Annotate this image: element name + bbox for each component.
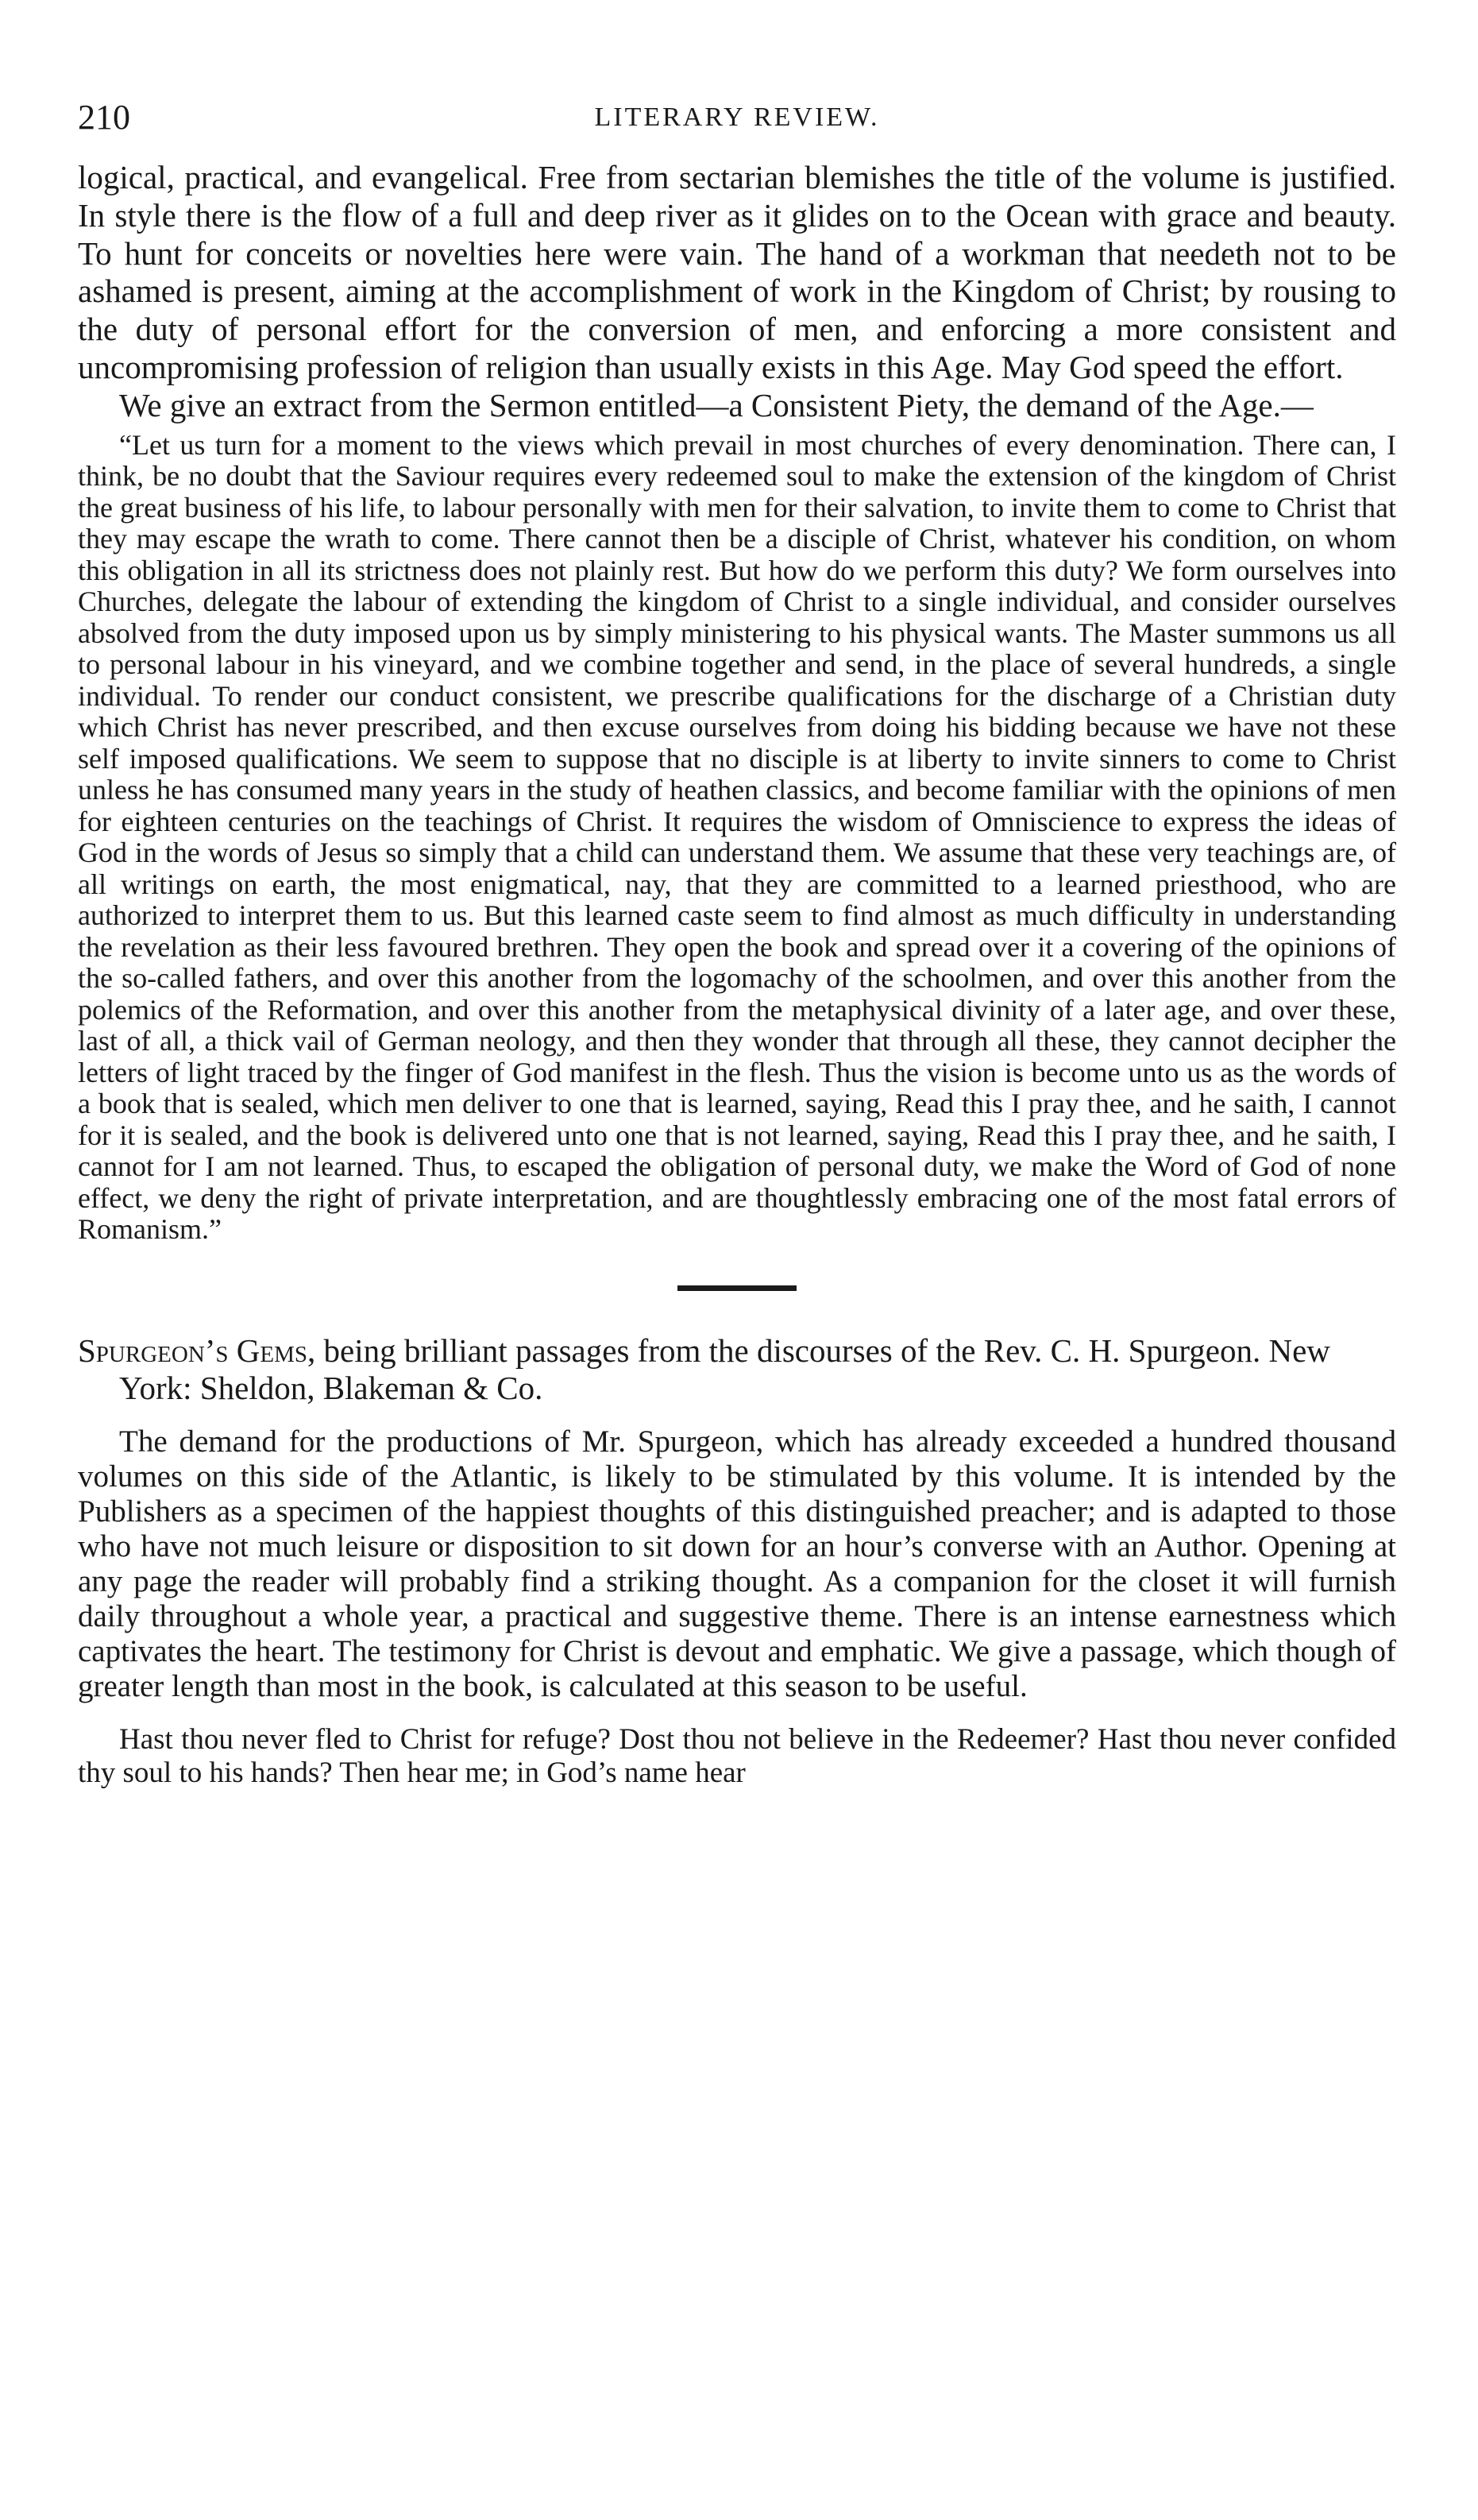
- review-title: [78, 1332, 1396, 1407]
- section-divider-rule: [677, 1285, 797, 1291]
- review-paragraph: The demand for the productions of Mr. Spurgeon, which has already exceeded a hundred thousand volumes on this side of the Atlantic, is likely to be stimulated by this volume. It is intended by the Publishers as a specimen of the happiest thoughts of this distinguished preacher; and is adapted to those who have not much leisure or disposition to sit down for an hour’s converse with an Author. Opening at any page the reader will probably find a striking thought. As a companion for the closet it will furnish daily throughout a whole year, a practical and suggestive theme. There is an intense earnestness which captivates the heart. The testimony for Christ is devout and emphatic. We give a passage, which though of greater length than most in the book, is calculated at this season to be useful.: [78, 1424, 1396, 1703]
- sermon-quotation: “Let us turn for a moment to the views which prevail in most churches of every denomination. There can, I think, be no doubt that the Saviour requires every redeemed soul to make the extension of the kingdom of Christ the great business of his life, to labour personally with men for their salvation, to invite them to come to Christ that they may escape the wrath to come. There cannot then be a disciple of Christ, whatever his condition, on whom this obligation in all its strictness does not plainly rest. But how do we perform this duty? We form ourselves into Churches, delegate the labour of extending the kingdom of Christ to a single individual, and consider ourselves absolved from the duty imposed upon us by simply ministering to his physical wants. The Master summons us all to personal labour in his vineyard, and we combine together and send, in the place of several hundreds, a single individual. To render our conduct consistent, we prescribe qualifications for the discharge of a Christian duty which Christ has never prescribed, and then excuse ourselves from doing his bidding because we have not these self imposed qualifications. We seem to suppose that no disciple is at liberty to invite sinners to come to Christ unless he has consumed many years in the study of heathen classics, and become familiar with the opinions of men for eighteen centuries on the teachings of Christ. It requires the wisdom of Omniscience to express the ideas of God in the words of Jesus so simply that a child can understand them. We assume that these very teachings are, of all writings on earth, the most enigmatical, nay, that they are committed to a learned priesthood, who are authorized to interpret them to us. But this learned caste seem to find almost as much difficulty in understanding the revelation as their less favoured brethren. They open the book and spread over it a covering of the opinions of the so-called fathers, and over this another from the logomachy of the schoolmen, and over this another from the polemics of the Reformation, and over this another from the metaphysical divinity of a later age, and over these, last of all, a thick vail of German neology, and then they wonder that through all these, they cannot decipher the letters of light traced by the finger of God manifest in the flesh. Thus the vision is become unto us as the words of a book that is sealed, which men deliver to one that is learned, saying, Read this I pray thee, and he saith, I cannot for it is sealed, and the book is delivered unto one that is not learned, saying, Read this I pray thee, and he saith, I cannot for I am not learned. Thus, to escaped the obligation of personal duty, we make the Word of God of none effect, we deny the right of private interpretation, and are thoughtlessly embracing one of the most fatal errors of Romanism.”: [78, 428, 1396, 1246]
- review-title-name: Spurgeon’s: [78, 1332, 229, 1369]
- page-header: [78, 94, 1396, 141]
- page-number: 210: [78, 98, 130, 137]
- running-head: LITERARY REVIEW.: [594, 102, 880, 132]
- paragraph-extract-intro: We give an extract from the Sermon entitled—a Consistent Piety, the demand of the Age.—: [119, 386, 1314, 423]
- page: [78, 94, 1396, 1790]
- paragraph-continued: logical, practical, and evangelical. Free from sectarian blemishes the title of the volume is justified. In style there is the flow of a full and deep river as it glides on to the Ocean with grace and beauty. To hunt for conceits or novelties here were vain. The hand of a workman that needeth not to be ashamed is present, aiming at the accomplishment of work in the Kingdom of Christ; by rousing to the duty of personal effort for the conversion of men, and enforcing a more consistent and uncompromising profession of religion than usually exists in this Age. May God speed the effort.: [78, 159, 1396, 385]
- review-excerpt: Hast thou never fled to Christ for refuge? Dost thou not believe in the Redeemer? Hast thou never confided thy soul to his hands? Then hear me; in God’s name hear: [78, 1722, 1396, 1789]
- review-title-gems: Gems: [236, 1332, 308, 1369]
- review-title-rest: , being brilliant passages from the discourses of the Rev. C. H. Spurgeon. New York: Sheldon, Blakeman & Co.: [119, 1332, 1330, 1406]
